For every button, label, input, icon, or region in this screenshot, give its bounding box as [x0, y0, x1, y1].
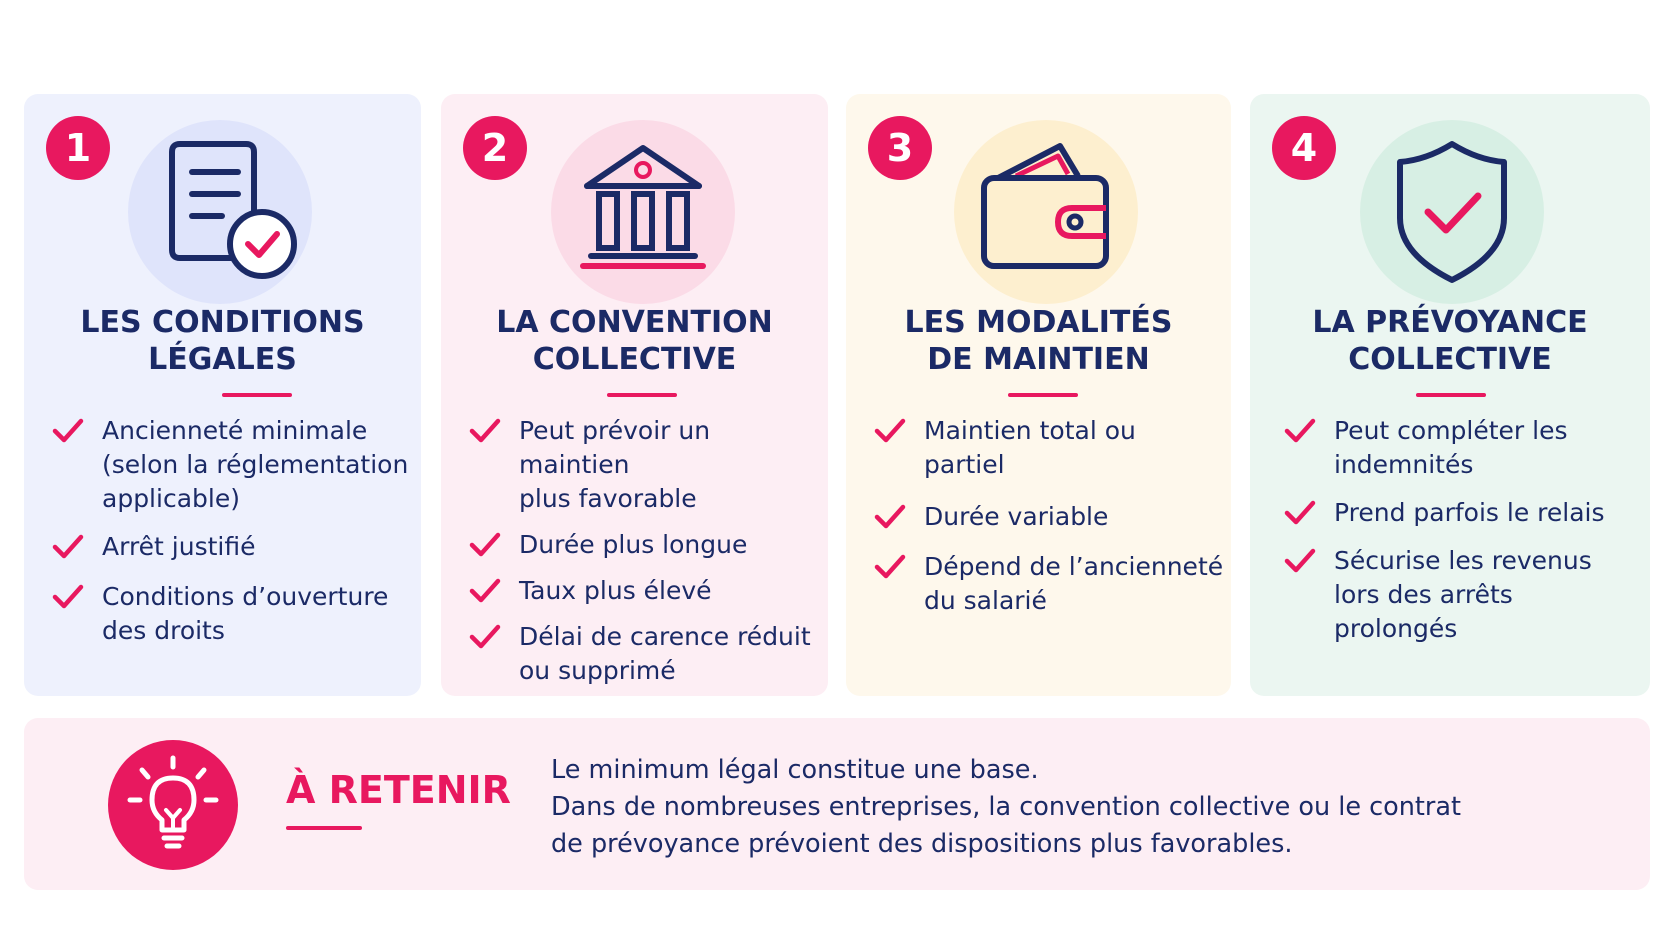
list-item: [469, 574, 819, 608]
title-underline: [1008, 393, 1078, 397]
card-title-line: LES CONDITIONS: [80, 305, 365, 340]
takeaway-underline: [286, 826, 362, 830]
list-item-text: Sécurise les revenus: [1334, 546, 1592, 575]
step-number-badge: 4: [1272, 116, 1336, 180]
title-underline: [222, 393, 292, 397]
list-item-text: Durée variable: [924, 502, 1109, 531]
list-item: [52, 530, 412, 564]
list-item-text: Conditions d’ouverture: [102, 582, 389, 611]
card-conditions-legales: [24, 94, 421, 696]
list-item-text: Délai de carence réduit: [519, 622, 811, 651]
list-item-text: Peut compléter les: [1334, 416, 1568, 445]
criteria-list: [874, 414, 1224, 618]
list-item: [874, 414, 1224, 482]
card-title: [24, 304, 421, 378]
checkmark-icon: [469, 578, 501, 604]
checkmark-icon: [874, 504, 906, 530]
checkmark-icon: [1284, 548, 1316, 574]
card-title-line: DE MAINTIEN: [927, 342, 1150, 377]
criteria-list: [1284, 414, 1634, 646]
step-number-badge: 3: [868, 116, 932, 180]
card-title-line: COLLECTIVE: [532, 342, 737, 377]
list-item: [52, 580, 412, 648]
list-item-text: des droits: [102, 616, 225, 645]
takeaway-line: Le minimum légal constitue une base.: [551, 755, 1039, 785]
card-title-line: LA CONVENTION: [496, 305, 773, 340]
card-title-line: LÉGALES: [148, 342, 297, 377]
checkmark-icon: [469, 624, 501, 650]
card-title: [1250, 304, 1650, 378]
takeaway-line: de prévoyance prévoient des dispositions plus favorables.: [551, 829, 1293, 859]
takeaway-text: [551, 752, 1631, 863]
list-item-text: Dépend de l’ancienneté: [924, 552, 1224, 581]
title-underline: [607, 393, 677, 397]
lightbulb-icon: [108, 740, 238, 870]
checkmark-icon: [52, 534, 84, 560]
list-item-text: Maintien total ou partiel: [924, 416, 1136, 479]
list-item-text: plus favorable: [519, 484, 697, 513]
card-title-line: COLLECTIVE: [1348, 342, 1552, 377]
list-item-text: Durée plus longue: [519, 530, 748, 559]
list-item: [1284, 544, 1634, 646]
card-modalites-maintien: [846, 94, 1231, 696]
checkmark-icon: [52, 418, 84, 444]
card-convention-collective: [441, 94, 828, 696]
card-title-line: LES MODALITÉS: [904, 305, 1173, 340]
card-prevoyance-collective: [1250, 94, 1650, 696]
step-number-badge: 1: [46, 116, 110, 180]
list-item-text: Prend parfois le relais: [1334, 498, 1605, 527]
list-item-text: applicable): [102, 484, 240, 513]
list-item-text: ou supprimé: [519, 656, 676, 685]
list-item-text: Taux plus élevé: [519, 576, 712, 605]
checkmark-icon: [469, 532, 501, 558]
list-item-text: lors des arrêts: [1334, 580, 1513, 609]
key-takeaway-banner: [24, 718, 1650, 890]
list-item: [1284, 414, 1634, 482]
card-title: [846, 304, 1231, 378]
checkmark-icon: [874, 418, 906, 444]
list-item: [874, 550, 1224, 618]
list-item-text: Arrêt justifié: [102, 532, 256, 561]
checkmark-icon: [52, 584, 84, 610]
card-title: [441, 304, 828, 378]
list-item: [469, 620, 819, 688]
wallet-icon: [954, 120, 1138, 304]
list-item-text: (selon la réglementation: [102, 450, 409, 479]
institution-building-icon: [551, 120, 735, 304]
criteria-list: [52, 414, 412, 648]
list-item-text: Peut prévoir un maintien: [519, 416, 711, 479]
list-item-text: Ancienneté minimale: [102, 416, 368, 445]
checkmark-icon: [1284, 500, 1316, 526]
checkmark-icon: [469, 418, 501, 444]
takeaway-title: À RETENIR: [286, 768, 511, 812]
shield-check-icon: [1360, 120, 1544, 304]
title-underline: [1416, 393, 1486, 397]
card-title-line: LA PRÉVOYANCE: [1312, 305, 1588, 340]
list-item: [469, 414, 819, 516]
takeaway-line: Dans de nombreuses entreprises, la convention collective ou le contrat: [551, 792, 1462, 822]
document-check-icon: [128, 120, 312, 304]
step-number-badge: 2: [463, 116, 527, 180]
checkmark-icon: [1284, 418, 1316, 444]
list-item: [874, 500, 1224, 534]
criteria-list: [469, 414, 819, 688]
list-item: [1284, 496, 1634, 530]
checkmark-icon: [874, 554, 906, 580]
list-item-text: indemnités: [1334, 450, 1474, 479]
list-item: [469, 528, 819, 562]
list-item-text: du salarié: [924, 586, 1047, 615]
list-item: [52, 414, 412, 516]
list-item-text: prolongés: [1334, 614, 1458, 643]
